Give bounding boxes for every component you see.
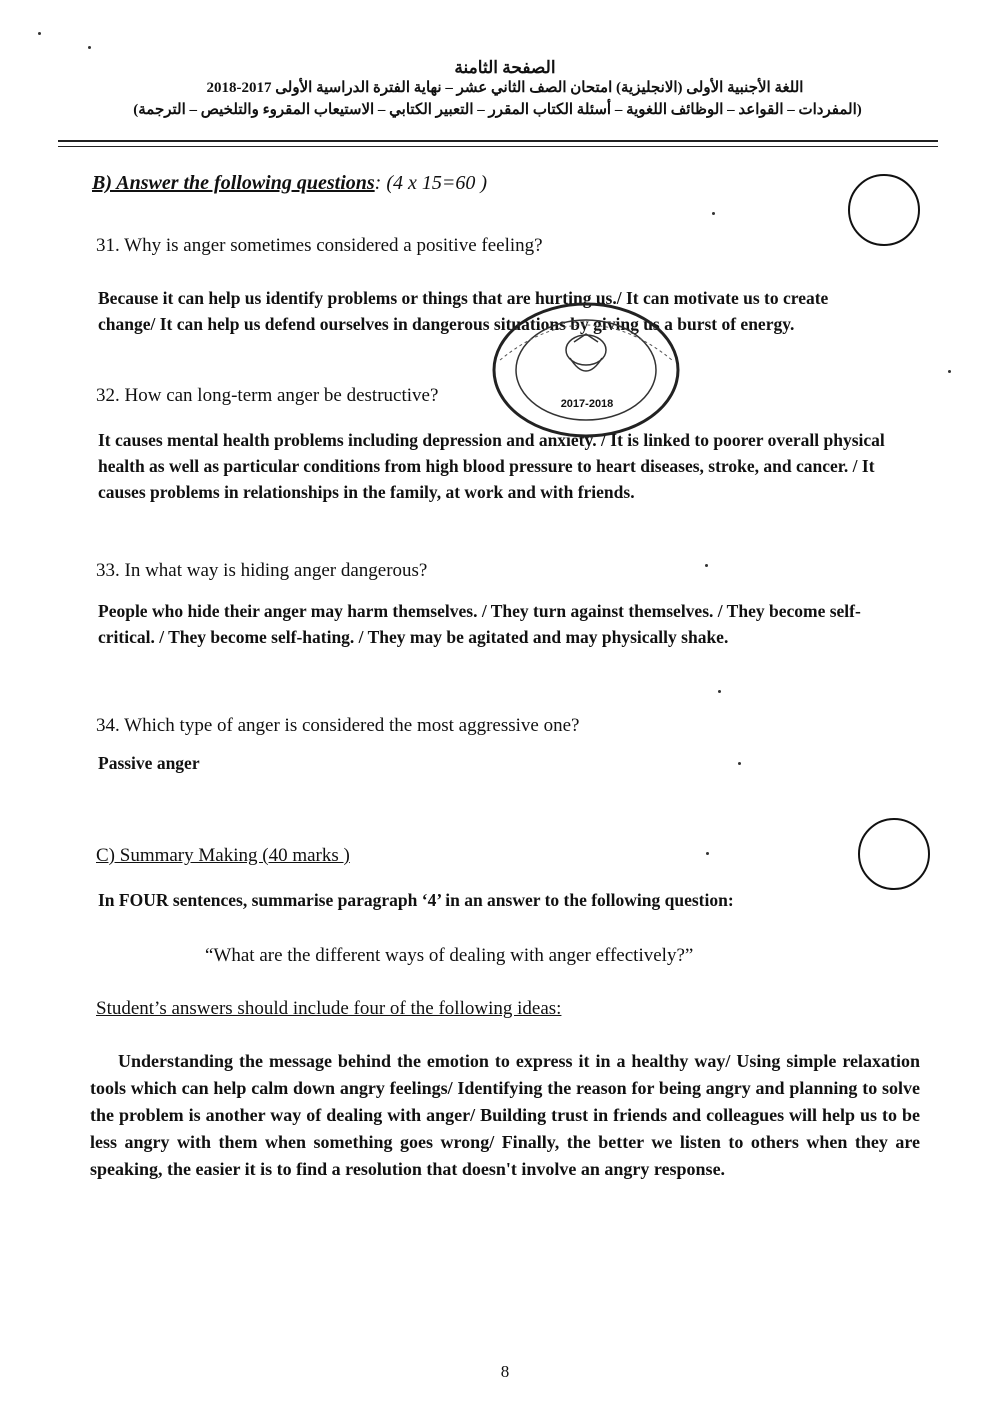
summary-instruction: In FOUR sentences, summarise paragraph ‘4’ in an answer to the following question: xyxy=(98,890,734,910)
summary-answer: Understanding the message behind the emotion to express it in a healthy way/ Using simple relaxation tools which can help calm down angry feelings/ Identifying the reason for being angry and planning to solve the problem is another way of dealing with anger/ Building trust in friends and colleagues will help us to be less angry with them when something goes wrong/ Finally, the better we listen to others when they are speaking, the easier it is to find a resolution that doesn't involve an angry response. xyxy=(90,1051,920,1179)
stamp-year: 2017-2018 xyxy=(560,398,614,410)
answer-34: Passive anger xyxy=(98,753,200,773)
header-rule-top xyxy=(58,140,938,142)
section-b-heading xyxy=(92,172,487,195)
scan-speck xyxy=(38,32,41,35)
page-number: 8 xyxy=(500,1362,510,1381)
question-32: 32. How can long-term anger be destructive? xyxy=(96,385,439,406)
scan-speck xyxy=(705,564,708,567)
header-rule-bottom xyxy=(58,146,938,147)
answer-31: Because it can help us identify problems or things that are hurting us./ It can motivate us to create change/ It can help us defend ourselves in dangerous situations by giving us a burst of energy. xyxy=(98,288,829,334)
scan-speck xyxy=(738,762,741,765)
question-33: 33. In what way is hiding anger dangerous? xyxy=(96,560,428,581)
stamp-seal-icon xyxy=(490,300,682,440)
scan-speck xyxy=(88,46,91,49)
scan-speck xyxy=(706,852,709,855)
official-stamp xyxy=(490,300,682,440)
page-label: الصفحة الثامنة xyxy=(454,58,556,77)
question-31: 31. Why is anger sometimes considered a positive feeling? xyxy=(96,235,543,256)
section-c-title: C) Summary Making (40 marks ) xyxy=(96,845,350,866)
answer-33: People who hide their anger may harm themselves. / They turn against themselves. / They become self-critical. / They become self-hating. / They may be agitated and may physically shake. xyxy=(98,601,861,647)
exam-topics: (المفردات – القواعد – الوظائف اللغوية – أسئلة الكتاب المقرر – التعبير الكتابي – الاستيعاب المقروء والتلخيص – الترجمة) xyxy=(133,102,862,118)
scan-speck xyxy=(712,212,715,215)
answer-32: It causes mental health problems including depression and anxiety. / It is linked to poorer overall physical health as well as particular conditions from high blood pressure to heart diseases, stroke, and cancer. / It causes problems in relationships in the family, at work and with friends. xyxy=(98,430,885,502)
scan-speck xyxy=(948,370,951,373)
section-b-marks: : (4 x 15=60 ) xyxy=(374,172,488,194)
score-circle-b xyxy=(848,174,920,246)
scan-speck xyxy=(718,690,721,693)
score-circle-c xyxy=(858,818,930,890)
question-34: 34. Which type of anger is considered the most aggressive one? xyxy=(96,715,580,736)
summary-question: “What are the different ways of dealing with anger effectively?” xyxy=(205,945,694,966)
summary-note: Student’s answers should include four of the following ideas: xyxy=(96,998,562,1019)
section-b-title: B) Answer the following questions xyxy=(92,172,375,194)
exam-title: اللغة الأجنبية الأولى (الانجليزية) امتحان الصف الثاني عشر – نهاية الفترة الدراسية الأولى 2017-2018 xyxy=(206,80,804,96)
